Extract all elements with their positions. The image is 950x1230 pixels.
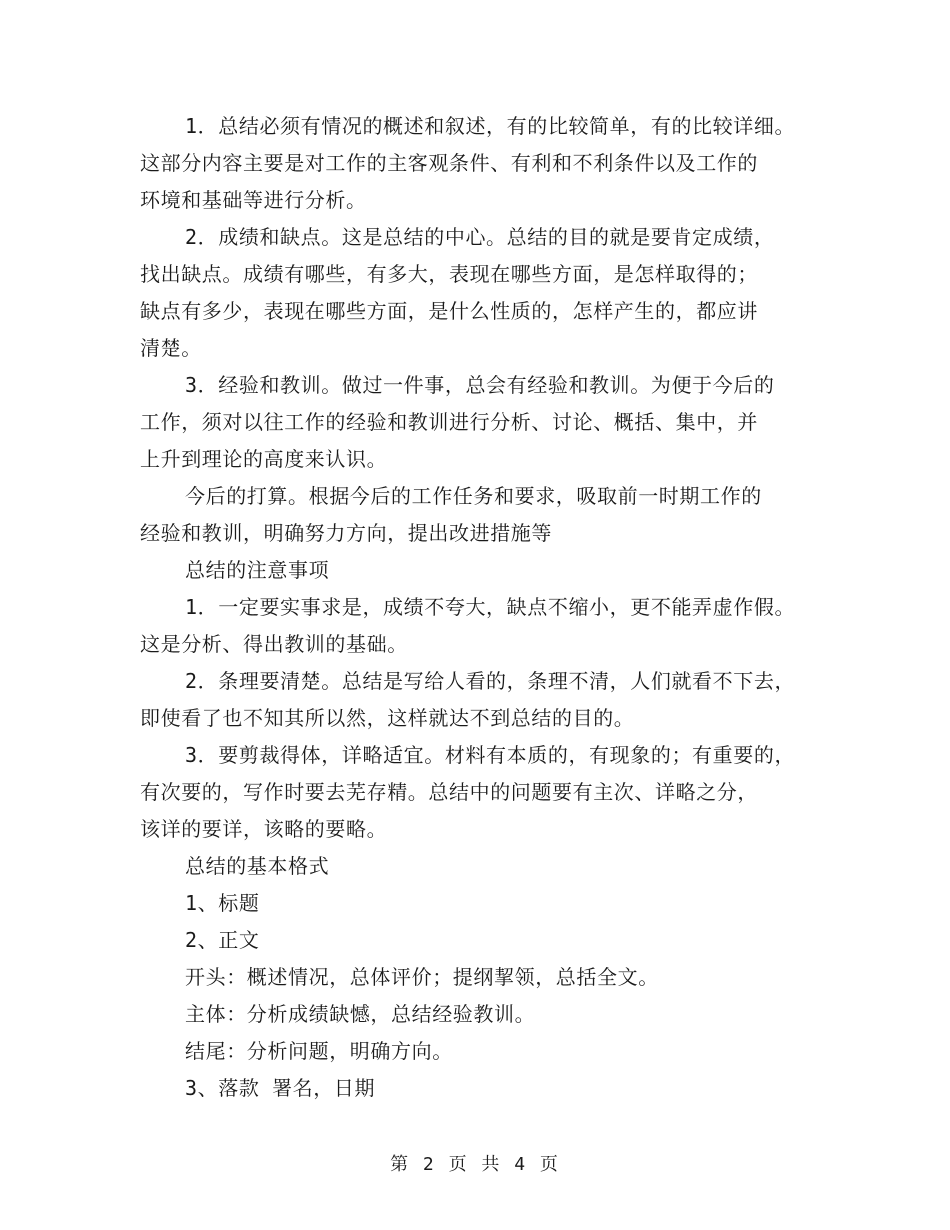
text-line: 即使看了也不知其所以然，这样就达不到总结的目的。 <box>140 706 635 730</box>
text-line: 主体：分析成绩缺憾，总结经验教训。 <box>185 1002 536 1026</box>
text-line: 清楚。 <box>140 336 202 360</box>
text-line: 1．一定要实事求是，成绩不夸大，缺点不缩小，更不能弄虚作假。 <box>185 595 796 619</box>
text-line: 上升到理论的高度来认识。 <box>140 447 388 471</box>
text-line: 环境和基础等进行分析。 <box>140 188 367 212</box>
list-item: 3、落款 署名，日期 <box>185 1076 376 1100</box>
page-number-footer: 第 2 页 共 4 页 <box>390 1154 560 1175</box>
text-line: 开头：概述情况，总体评价；提纲挈领，总括全文。 <box>185 965 659 989</box>
text-line: 3．经验和教训。做过一件事，总会有经验和教训。为便于今后的 <box>185 373 775 397</box>
text-line: 工作，须对以往工作的经验和教训进行分析、讨论、概括、集中，并 <box>140 410 758 434</box>
text-line: 2．成绩和缺点。这是总结的中心。总结的目的就是要肯定成绩， <box>185 225 775 249</box>
list-item: 2、正文 <box>185 928 260 952</box>
text-line: 这是分析、得出教训的基础。 <box>140 632 408 656</box>
text-line: 找出缺点。成绩有哪些，有多大，表现在哪些方面，是怎样取得的； <box>140 262 758 286</box>
text-line: 2．条理要清楚。总结是写给人看的，条理不清，人们就看不下去， <box>185 669 796 693</box>
text-line: 结尾：分析问题，明确方向。 <box>185 1039 453 1063</box>
text-line: 有次要的，写作时要去芜存精。总结中的问题要有主次、详略之分， <box>140 780 758 804</box>
text-line: 经验和教训，明确努力方向，提出改进措施等 <box>140 521 552 545</box>
text-line: 1．总结必须有情况的概述和叙述，有的比较简单，有的比较详细。 <box>185 114 796 138</box>
text-line: 今后的打算。根据今后的工作任务和要求，吸取前一时期工作的 <box>185 484 762 508</box>
section-heading: 总结的注意事项 <box>185 558 330 582</box>
document-body <box>140 108 830 1107</box>
list-item: 1、标题 <box>185 891 260 915</box>
text-line: 缺点有多少，表现在哪些方面，是什么性质的，怎样产生的，都应讲 <box>140 299 758 323</box>
text-line: 3．要剪裁得体，详略适宜。材料有本质的，有现象的；有重要的， <box>185 743 796 767</box>
section-heading: 总结的基本格式 <box>185 854 330 878</box>
text-line: 该详的要详，该略的要略。 <box>140 817 388 841</box>
text-line: 这部分内容主要是对工作的主客观条件、有利和不利条件以及工作的 <box>140 151 758 175</box>
